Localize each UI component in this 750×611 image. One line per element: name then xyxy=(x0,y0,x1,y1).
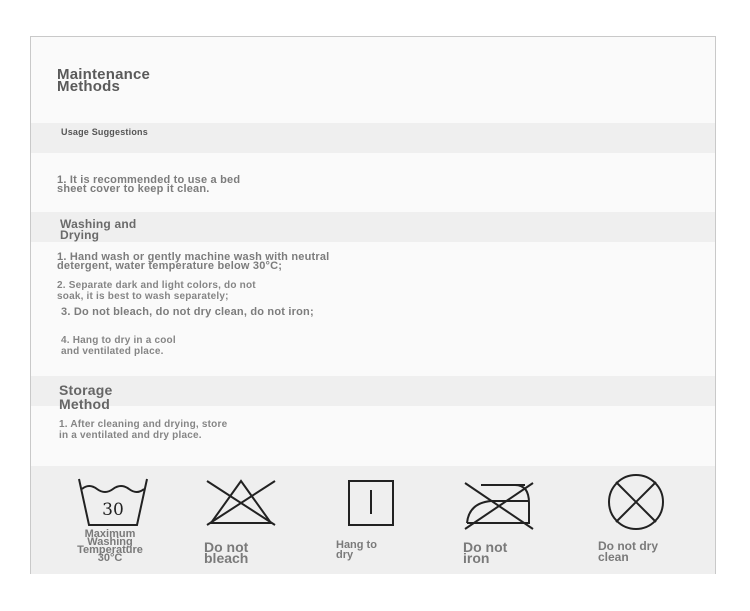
washing-item-4: 4. Hang to dry in a cool and ventilated place. xyxy=(61,335,176,357)
dryclean-caption: Do not dry clean xyxy=(598,539,658,564)
usage-heading: Usage Suggestions xyxy=(61,127,148,137)
no-bleach-icon xyxy=(205,477,277,529)
dry-caption: Hang to dry xyxy=(336,539,377,561)
page-title: Maintenance Methods xyxy=(57,66,151,95)
storage-heading: Storage Method xyxy=(59,382,113,412)
wash-temp-number: 30 xyxy=(102,500,124,520)
storage-item-1: 1. After cleaning and drying, store in a ventilated and dry place. xyxy=(59,419,228,441)
usage-item-1: 1. It is recommended to use a bed sheet cover to keep it clean. xyxy=(57,174,241,195)
washing-item-2: 2. Separate dark and light colors, do not soak, it is best to wash separately; xyxy=(57,280,256,302)
wash-30-icon xyxy=(73,473,153,535)
washing-heading: Washing and Drying xyxy=(60,217,137,242)
iron-caption: Do not iron xyxy=(463,539,508,566)
bleach-caption: Do not bleach xyxy=(204,539,249,566)
maintenance-card xyxy=(30,36,716,574)
storage-band xyxy=(31,376,715,406)
washing-item-3: 3. Do not bleach, do not dry clean, do not iron; xyxy=(61,306,314,318)
hang-dry-icon xyxy=(347,479,397,529)
no-iron-icon xyxy=(463,479,535,531)
wash-caption: Maximum Washing Temperature 30°C xyxy=(77,528,143,564)
washing-item-1: 1. Hand wash or gently machine wash with neutral detergent, water temperature below 30°C; xyxy=(57,251,330,272)
no-dry-clean-icon xyxy=(605,471,667,533)
